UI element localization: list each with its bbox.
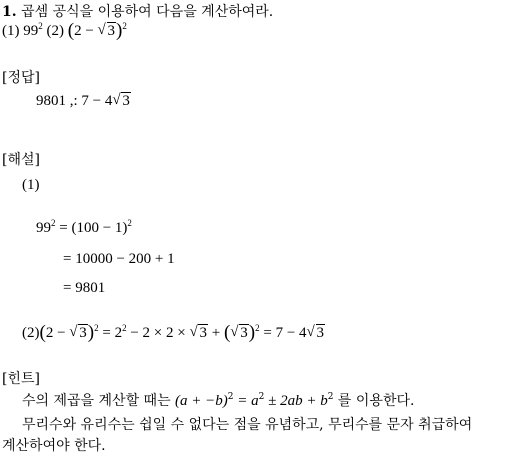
hint-line-3: 계산하여야 한다. xyxy=(2,438,106,454)
solution-part2: (2)(2 − √ $3)^2 = 2^2 - 2 \times 2$ × √ 3 + (√ 3)$^2$ = 7 − 4√ 3 xyxy=(22,324,325,342)
answer-value-2: 7 − 4 xyxy=(81,93,113,109)
part1-label: (1) xyxy=(2,23,20,39)
problem-number: 1. xyxy=(2,4,17,20)
part2-exp: 2 xyxy=(122,21,127,31)
part1-exp: 2 xyxy=(38,21,43,31)
solution-step-2: = 10000 − 200 + 1 xyxy=(63,251,175,267)
sqrt-symbol: √ 3 xyxy=(307,324,326,342)
hint-line-2: 무리수와 유리수는 쉽일 수 없다는 점을 유념하고, 무리수를 문자 취급하여 xyxy=(22,417,473,433)
answer-value-1: 9801 xyxy=(36,93,66,109)
solution-part1-label: (1) xyxy=(22,177,40,193)
solution-part2-label: (2) xyxy=(22,325,40,341)
solution-step-3: = 9801 xyxy=(63,280,106,296)
part2-inner: 2 − xyxy=(74,23,98,39)
hint-line-1: 수의 제곱을 계산할 때는 $(a + -b)^2 = a^2 \pm 2ab + b^2$ 를 이용한다. xyxy=(22,392,415,409)
sqrt-symbol: √ 3 xyxy=(112,92,131,110)
sqrt-symbol: √ 3 xyxy=(189,324,208,342)
answer-heading: [정답] xyxy=(2,70,40,86)
problem-statement xyxy=(2,3,273,21)
solution-heading: [해설] xyxy=(2,152,40,168)
sqrt-symbol: √ 3 xyxy=(230,324,249,342)
sqrt-symbol: √ 3 xyxy=(69,324,88,342)
solution-step-1: $99^2 = (100 - 1)^2$ xyxy=(36,218,132,236)
answer-separator: ,: xyxy=(66,93,82,109)
problem-text: 곱셈 공식을 이용하여 다음을 계산하여라. xyxy=(21,4,274,20)
hint-heading: [힌트] xyxy=(2,371,40,387)
problem-parts: (1) $99^2$ (2) (2 − √ 3)$^2$ xyxy=(2,22,127,40)
part1-base: 99 xyxy=(23,23,39,39)
part2-label: (2) xyxy=(46,23,64,39)
answer-values xyxy=(36,92,131,110)
sqrt-symbol: √ 3 xyxy=(98,22,117,40)
